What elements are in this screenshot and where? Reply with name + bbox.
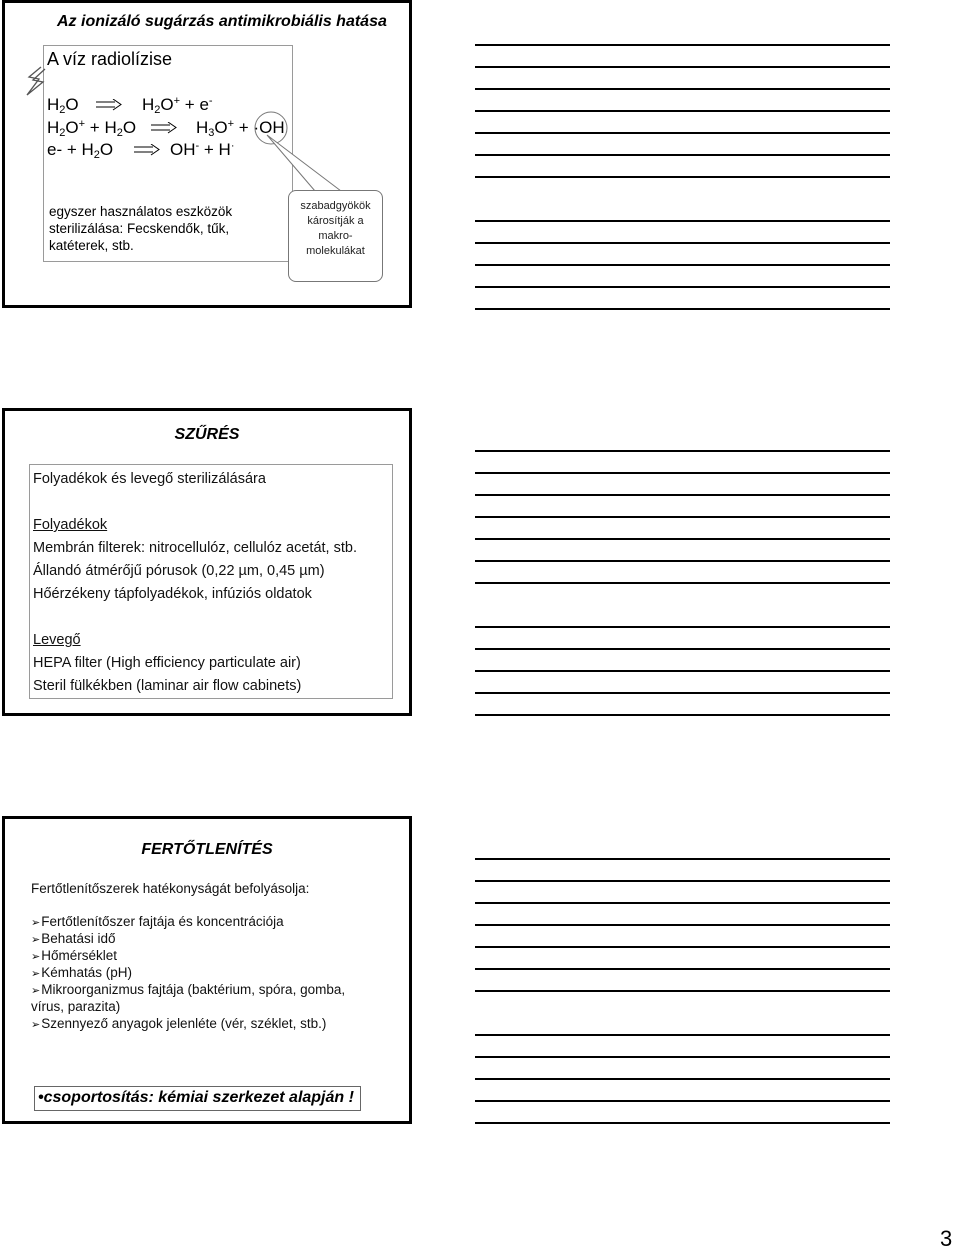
note-line (475, 220, 890, 222)
note-line (475, 692, 890, 694)
callout-bubble (288, 190, 383, 282)
note-line (475, 990, 890, 992)
note-line (475, 132, 890, 134)
slide-title: Az ionizáló sugárzás antimikrobiális hatása (57, 13, 387, 30)
note-line (475, 560, 890, 562)
reaction-1-left: $H_2O$ (47, 95, 79, 116)
reaction-2-left: $H_2O^+ + H_2O$ (47, 118, 137, 139)
grouping-text: •csoportosítás: kémiai szerkezet alapján ! (38, 1089, 354, 1106)
note-line (475, 66, 890, 68)
list-item: ➢Mikroorganizmus fajtája (baktérium, spóra, gomba, (31, 982, 346, 997)
arrow-bullet-icon: ➢ (31, 951, 41, 963)
note-line (475, 1122, 890, 1124)
heat-sensitive-text: Hőérzékeny tápfolyadékok, infúziós oldatok (33, 586, 312, 602)
hepa-text: HEPA filter (High efficiency particulate air) (33, 655, 301, 671)
note-line (475, 1078, 890, 1080)
bubble-line: makro- (318, 230, 353, 242)
page-number: 3 (940, 1226, 953, 1251)
slide-filtration (2, 408, 412, 716)
membrane-text: Membrán filterek: nitrocellulóz, cellulóz acetát, stb. (33, 540, 357, 556)
intro-text: Fertőtlenítőszerek hatékonyságát befolyásolja: (31, 881, 310, 896)
note-line (475, 494, 890, 496)
arrow-bullet-icon: ➢ (31, 917, 41, 929)
note-line (475, 1056, 890, 1058)
arrow-bullet-icon: ➢ (31, 985, 41, 997)
note-line (475, 110, 890, 112)
note-line (475, 714, 890, 716)
note-line (475, 538, 890, 540)
note-line (475, 648, 890, 650)
list-item: ➢Behatási idő (31, 931, 116, 946)
note-line (475, 472, 890, 474)
list-item: ➢Fertőtlenítőszer fajtája és koncentrációja (31, 914, 284, 929)
bubble-line: molekulákat (306, 245, 365, 257)
note-line (475, 88, 890, 90)
cabinets-text: Steril fülkékben (laminar air flow cabinets) (33, 678, 302, 694)
slide-disinfection (2, 816, 412, 1124)
list-item: ➢Szennyező anyagok jelenléte (vér, széklet, stb.) (31, 1016, 327, 1031)
note-line (475, 670, 890, 672)
intro-text: Folyadékok és levegő sterilizálására (33, 471, 266, 487)
reaction-2-right: $H_3O^+ + \cdot OH$ (196, 118, 285, 139)
arrow-bullet-icon: ➢ (31, 934, 41, 946)
note-line (475, 264, 890, 266)
note-line (475, 44, 890, 46)
list-item: ➢Kémhatás (pH) (31, 965, 133, 980)
reaction-3-right: OH- + H· (170, 140, 235, 159)
note-line (475, 308, 890, 310)
slide-title: FERTŐTLENÍTÉS (141, 841, 273, 858)
bubble-line: szabadgyökök (300, 200, 371, 212)
usage-text: egyszer használatos eszközök sterilizálása: Fecskendők, tűk, katéterek, stb. (49, 204, 233, 253)
note-line (475, 242, 890, 244)
note-line (475, 968, 890, 970)
slide-ionizing-radiation (2, 0, 412, 308)
liquids-heading: Folyadékok (33, 517, 108, 533)
list-item-continuation: vírus, parazita) (31, 999, 121, 1014)
note-line (475, 626, 890, 628)
arrow-bullet-icon: ➢ (31, 968, 41, 980)
pores-text: Állandó átmérőjű pórusok (0,22 µm, 0,45 µm) (33, 563, 325, 579)
bubble-line: károsítják a (307, 215, 364, 227)
reaction-3-left: $e- + H_2O$ (47, 140, 114, 161)
note-line (475, 924, 890, 926)
note-line (475, 286, 890, 288)
note-line (475, 516, 890, 518)
note-line (475, 450, 890, 452)
note-line (475, 176, 890, 178)
reaction-1-right: $H_2O^+ + e^-$ (142, 95, 213, 116)
note-line (475, 1034, 890, 1036)
radiolysis-heading: A víz radiolízise (47, 49, 173, 69)
note-line (475, 154, 890, 156)
note-line (475, 858, 890, 860)
note-line (475, 1100, 890, 1102)
note-line (475, 946, 890, 948)
arrow-bullet-icon: ➢ (31, 1019, 41, 1031)
note-line (475, 880, 890, 882)
note-line (475, 582, 890, 584)
grouping-box (34, 1086, 361, 1111)
list-item: ➢Hőmérséklet (31, 948, 117, 963)
air-heading: Levegő (33, 632, 81, 648)
slide-title: SZŰRÉS (174, 426, 240, 443)
note-line (475, 902, 890, 904)
